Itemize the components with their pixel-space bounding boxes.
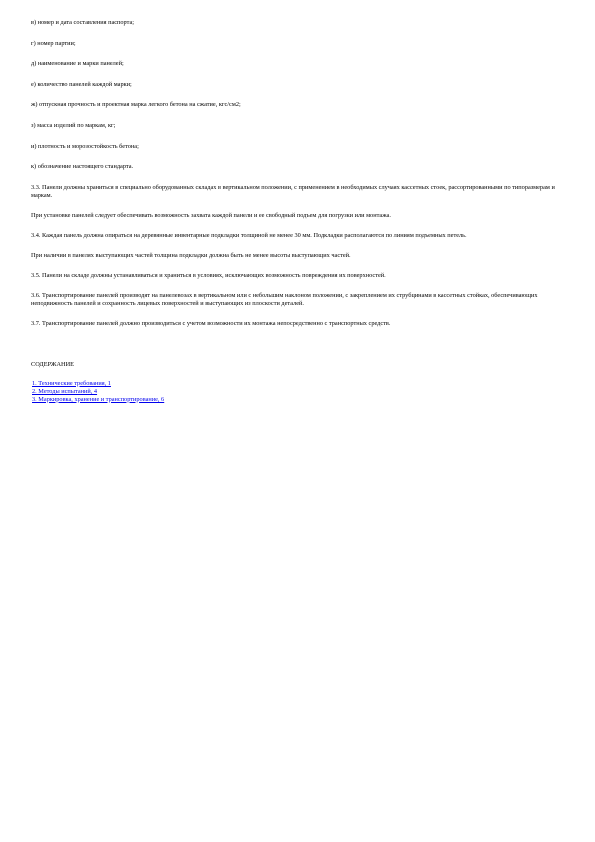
toc-link-1[interactable]: 1. Технические требования, 1: [32, 379, 111, 387]
passport-item-z: з) масса изделий по маркам, кг;: [31, 121, 116, 129]
toc-entry: [31, 380, 561, 388]
toc-list: [31, 380, 561, 404]
passport-item-g: г) номер партии;: [31, 39, 76, 47]
toc-entry: [31, 388, 561, 396]
paragraph-3-5: 3.5. Панели на складе должны устанавливаться и храниться в условиях, исключающих возможность повреждения их поверхностей.: [31, 271, 386, 279]
toc-link-3[interactable]: 3. Маркировка, хранение и транспортирование, 6: [32, 395, 165, 403]
passport-item-e: е) количество панелей каждой марки;: [31, 80, 132, 88]
paragraph-3-3: 3.3. Панели должны храниться в специально оборудованных складах в вертикальном положении, с применением в необходимых случаях кассетных стоек, рассортированными по типоразмерам и маркам.: [31, 183, 555, 199]
toc-link-2[interactable]: 2. Методы испытаний, 4: [32, 387, 98, 395]
passport-item-v: в) номер и дата составления паспорта;: [31, 19, 134, 26]
toc-entry: [31, 396, 561, 404]
passport-item-zh: ж) отпускная прочность и проектная марка легкого бетона на сжатие, кгс/см2;: [31, 101, 241, 109]
paragraph-3-6: 3.6. Транспортирование панелей производят на панелевозах в вертикальном или с небольшим наклоном положении, с закреплением их струбцинами в кассетных стойках, обеспечивающих неподвижность панелей и сохранность лицевых поверхностей и выступающих из плоскости деталей.: [31, 291, 538, 307]
toc-title: СОДЕРЖАНИЕ: [31, 360, 74, 368]
paragraph-3-7: 3.7. Транспортирование панелей должно производиться с учетом возможности их монтажа непосредственно с транспортных средств.: [31, 319, 391, 327]
paragraph-3-4-note: При наличии в панелях выступающих частей толщина подкладки должна быть не менее высоты выступающих частей.: [31, 251, 351, 259]
passport-item-i: и) плотность и морозостойкость бетона;: [31, 142, 139, 150]
paragraph-3-3-note: При установке панелей следует обеспечивать возможность захвата каждой панели и ее свободный подъем для погрузки или монтажа.: [31, 211, 391, 219]
passport-item-d: д) наименование и марки панелей;: [31, 60, 124, 68]
document-page: [31, 19, 561, 404]
passport-item-k: к) обозначение настоящего стандарта.: [31, 163, 134, 171]
paragraph-3-4: 3.4. Каждая панель должна опираться на деревянные инвентарные подкладки толщиной не менее 30 мм. Подкладки располагаются по линиям подъемных петель.: [31, 231, 467, 239]
